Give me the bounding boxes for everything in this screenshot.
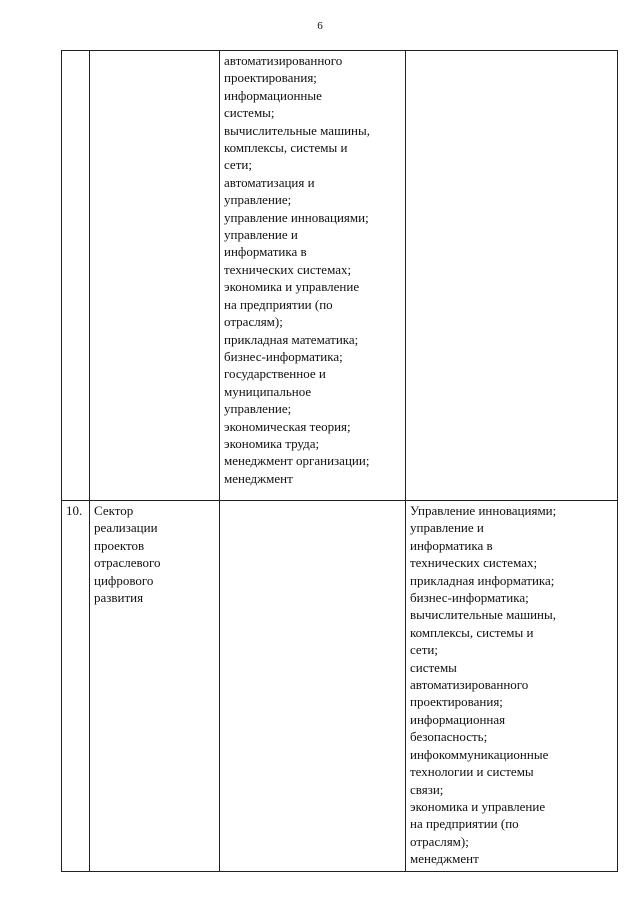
cell-text-line: системы xyxy=(410,659,457,675)
cell-text-line: сети; xyxy=(410,642,438,658)
cell-text-line: отраслевого xyxy=(94,555,161,571)
cell-text-line: управление; xyxy=(224,401,292,417)
cell-text-line: проектирования; xyxy=(410,694,503,710)
cell-text-line: бизнес-информатика; xyxy=(410,590,529,606)
cell-text-line: связи; xyxy=(410,781,444,797)
cell-text-line: цифрового xyxy=(94,572,154,588)
cell-text-line: прикладная информатика; xyxy=(410,572,555,588)
cell-text-line: безопасность; xyxy=(410,729,488,745)
row-number-cell xyxy=(62,51,90,501)
cell-text-line: автоматизированного xyxy=(410,677,529,693)
cell-text-line: управление; xyxy=(224,192,292,208)
cell-text-line: комплексы, системы и xyxy=(224,140,348,156)
cell-text-line: управление и xyxy=(410,520,484,536)
cell-text-line: информатика в xyxy=(410,537,493,553)
cell-text-line: менеджмент xyxy=(410,851,479,867)
cell-text-line: информационная xyxy=(410,711,506,727)
cell-text-line: экономика труда; xyxy=(224,435,320,451)
cell-text-line: прикладная математика; xyxy=(224,331,359,347)
cell-text-line: вычислительные машины, xyxy=(410,607,556,623)
cell-text-line: государственное и xyxy=(224,366,326,382)
unit-cell xyxy=(90,51,220,501)
row-number-cell: 10. xyxy=(62,501,90,872)
cell-text-line: экономика и управление xyxy=(224,279,360,295)
cell-text-line: инфокоммуникационные xyxy=(410,746,549,762)
cell-text-line: информационные xyxy=(224,87,322,103)
cell-text-line: автоматизированного xyxy=(224,53,343,68)
cell-text-line: Сектор xyxy=(94,503,134,518)
cell-text-line: развития xyxy=(94,590,144,606)
cell-text-line: менеджмент xyxy=(224,470,293,486)
cell-text-line: на предприятии (по xyxy=(410,816,519,832)
cell-text-line: сети; xyxy=(224,157,252,173)
cell-text-line: проектирования; xyxy=(224,70,317,86)
cell-text-line: муниципальное xyxy=(224,383,312,399)
cell-text-line: управление и xyxy=(224,227,298,243)
cell-text-line: комплексы, системы и xyxy=(410,624,534,640)
cell-text-line: вычислительные машины, xyxy=(224,122,370,138)
cell-text-line: экономическая теория; xyxy=(224,418,351,434)
table-row xyxy=(62,51,618,501)
unit-cell xyxy=(90,501,220,872)
cell-text-line: отраслям); xyxy=(410,833,469,849)
directions-cell xyxy=(406,51,618,501)
qualifications-table xyxy=(61,50,618,872)
cell-text-line: информатика в xyxy=(224,244,307,260)
directions-cell xyxy=(406,501,618,872)
page-number: 6 xyxy=(317,20,323,32)
cell-text-line: реализации xyxy=(94,520,158,536)
cell-text-line: менеджмент организации; xyxy=(224,453,370,469)
cell-text-line: бизнес-информатика; xyxy=(224,348,343,364)
cell-text-line: Управление инновациями; xyxy=(410,503,557,518)
cell-text-line: управление инновациями; xyxy=(224,209,369,225)
cell-text-line: технических системах; xyxy=(410,555,538,571)
cell-text-line: автоматизация и xyxy=(224,174,315,190)
specialties-cell xyxy=(220,501,406,872)
cell-text-line: технических системах; xyxy=(224,261,352,277)
cell-text-line: отраслям); xyxy=(224,314,283,330)
table-row xyxy=(62,501,618,872)
cell-text-line: технологии и системы xyxy=(410,764,534,780)
cell-text-line: системы; xyxy=(224,105,275,121)
cell-text-line: экономика и управление xyxy=(410,798,546,814)
cell-text-line: на предприятии (по xyxy=(224,296,333,312)
cell-text-line: проектов xyxy=(94,537,145,553)
specialties-cell xyxy=(220,51,406,501)
